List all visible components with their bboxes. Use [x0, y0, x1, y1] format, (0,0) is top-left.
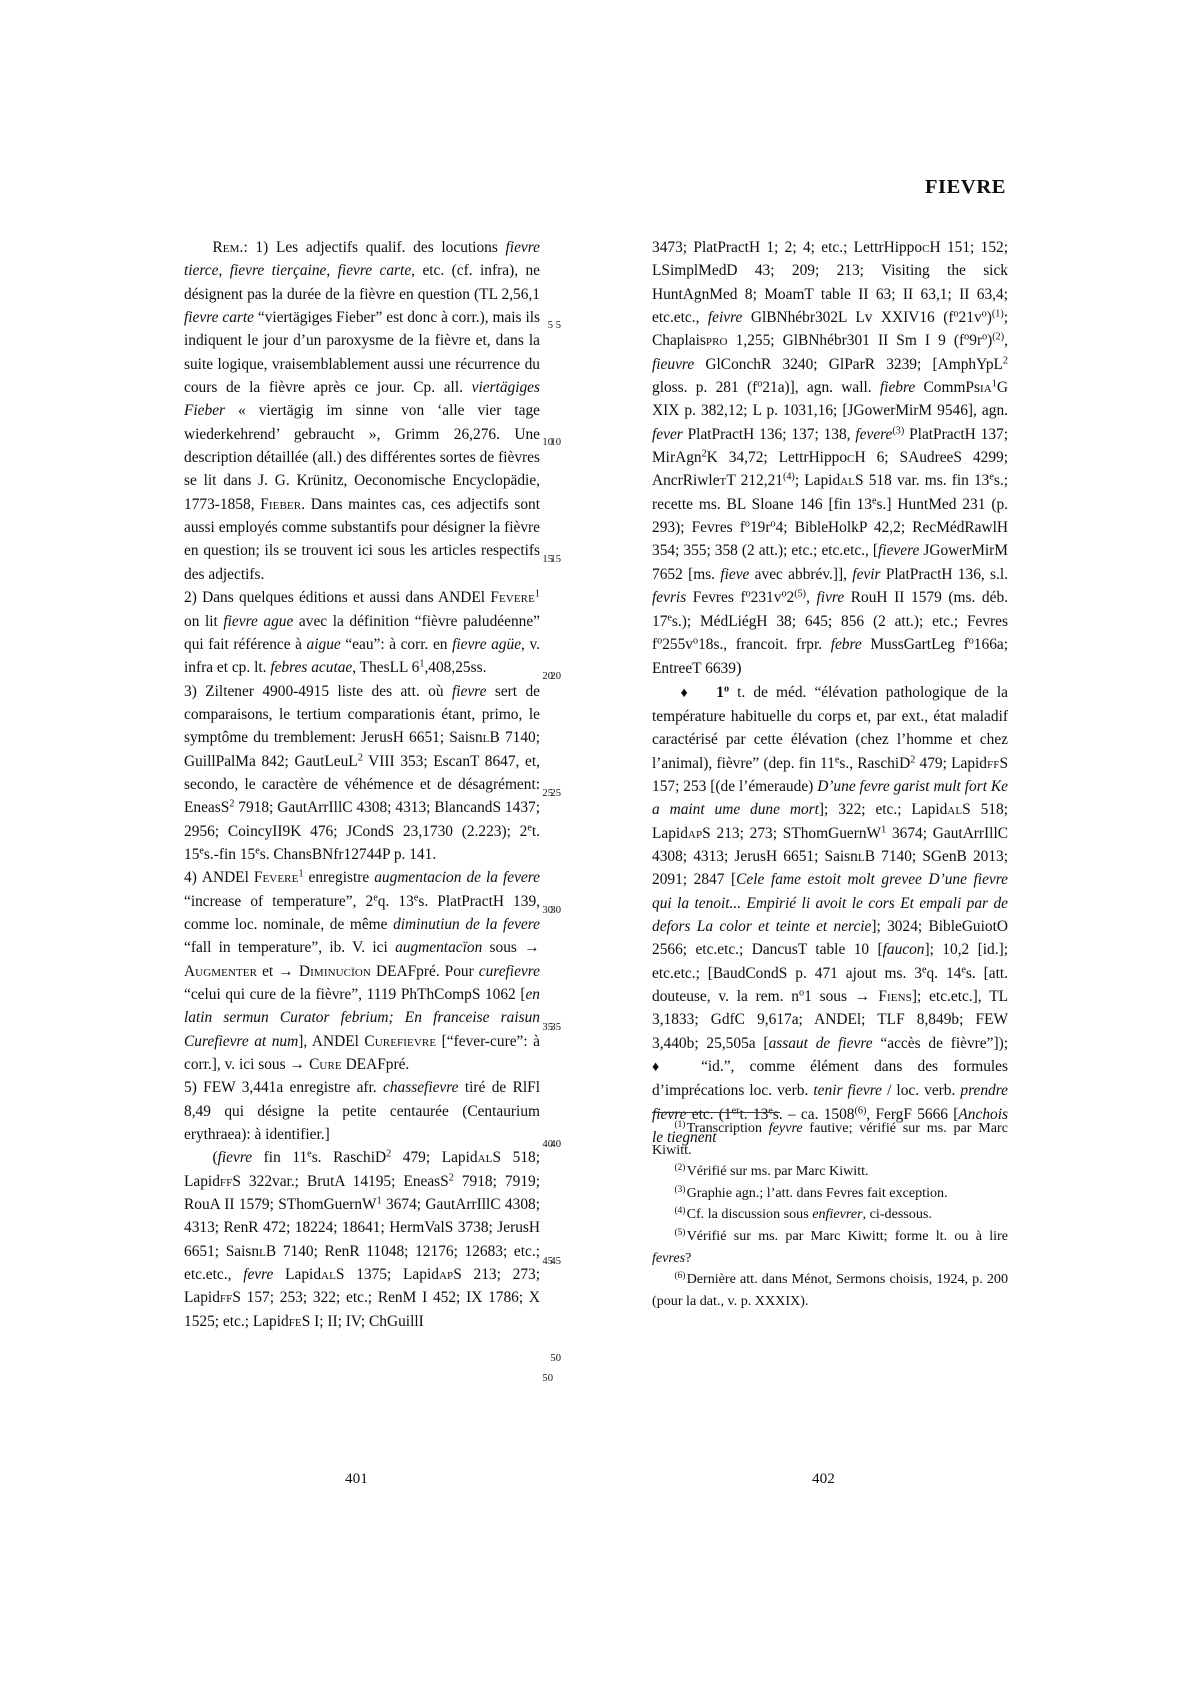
line-number: 25 [542, 788, 553, 799]
line-number: 15 [542, 554, 553, 565]
line-number: 45 [550, 1256, 561, 1267]
line-number: 25 [550, 788, 561, 799]
paragraph-rem-5: 5) FEW 3,441a enregistre afr. chassefievre tiré de RlFl 8,49 qui désigne la petite centaurée (Centaurium erythraea): à identifier.] [184, 1079, 540, 1144]
line-number: 15 [550, 554, 561, 565]
line-number: 30 [550, 905, 561, 916]
column-right [652, 236, 1008, 1149]
line-number: 50 [550, 1353, 561, 1364]
line-number: 5 [555, 320, 561, 331]
column-left [184, 236, 540, 1333]
line-number: 30 [542, 905, 553, 916]
footnote-4: $^{(4)}$ Cf. la discussion sous enfievrer, ci-dessous. [674, 1206, 932, 1223]
folio-left: 401 [345, 1470, 368, 1487]
line-number: 20 [550, 671, 561, 682]
paragraph-rem-4: 4) ANDEl Fevere$^1$ enregistre augmentacion de la fevere “increase of temperature”, 2eq. 13es. PlatPractH 139, comme loc. nominale, de même diminutiun de la fevere “fall in temperature”, ib. V. ici augmentacïon sous → Augmenter et → Diminucïon DEAFpré. Pour curefievre “celui qui cure de la fièvre”, 1119 PhThCompS 1062 [en latin sermun Curator febrium; En franceise raisun Curefievre at num], ANDEl Curefievre [“fever-cure”: à corr.], v. ici sous → Cure DEAFpré. [184, 869, 540, 1074]
line-number: 50 [542, 1373, 553, 1384]
line-number: 20 [542, 671, 553, 682]
footnote-2: $^{(2)}$ Vérifié sur ms. par Marc Kiwitt. [674, 1163, 869, 1180]
paragraph-rem-1: Rem.: 1) Les adjectifs qualif. des locutions fievre tierce, fievre tierçaine, fievre carte, etc. (cf. infra), ne désignent pas la durée de la fièvre en question (TL 2,56,1 fievre carte “viertägiges Fieber” est donc à corr.), mais ils indiquent le jour d’un paroxysme de la fièvre et, dans la suite logique, vraisemblablement aussi une récurrence du cours de la fièvre après ce jour. Cp. all. viertägiges Fieber « viertägig im sinne von ‘alle vier tage wiederkehrend’ gebraucht », Grimm 26,276. Une description détaillée (all.) des différentes sortes de fièvres se lit dans J. G. Krünitz, Oeconomische Encyclopädie, 1773-1858, Fieber. Dans maintes cas, ces adjectifs sont aussi employés comme substantifs pour désigner la fièvre en question; ils se trouvent ici sous les articles respectifs des adjectifs. [184, 239, 541, 583]
footnote-6: $^{(6)}$ Dernière att. dans Ménot, Sermons choisis, 1924, p. 200 (pour la dat., v. p. XXXIX). [652, 1271, 1008, 1309]
footnote-block [652, 1118, 1008, 1312]
paragraph-rem-2: 2) Dans quelques éditions et aussi dans ANDEl Fevere$^1$ on lit fievre ague avec la définition “fièvre paludéenne” qui fait référence à aigue “eau”: à corr. en fievre agüe, v. infra et cp. lt. febres acutae, ThesLL $6^1,408,25ss$. [184, 588, 540, 677]
line-number: 40 [542, 1139, 553, 1150]
footnote-3: $^{(3)}$ Graphie agn.; l’att. dans Fevres fait exception. [674, 1184, 948, 1201]
lozenge-bullet-icon-2: ♦ [652, 1059, 671, 1076]
paragraph-sense-1: ♦ 1$^o$ t. de méd. “élévation pathologique de la température habituelle du corps et, par ext., état maladif caractérisé par cette élévation (chez l’homme et chez l’animal), fièvre” (dep. fin 11es., RaschiD$^2$ 479; LapidffS 157; 253 [(de l’émeraude) D’une fevre garist mult fort Ke a maint ume dune mort]; 322; etc.; LapidalS 518; LapidapS 213; 273; SThomGuernW$^1$ 3674; GautArrIllC 4308; 4313; JerusH 6651; SaisnlB 7140; SGenB 2013; 2091; 2847 [Cele fame estoit molt grevee D’une fievre qui la tenoit... Empirié li avoit le cors Et empali par de defors La color et teinte et nercie]; 3024; BibleGuiotO 2566; etc.etc.; DancusT table 10 [faucon]; 10,2 [id.]; etc.etc.; [BaudCondS p. 471 ajout ms. 3eq. 14es. [att. douteuse, v. la rem. $n^o1$ sous → Fiens]; etc.etc.], TL 3,1833; GdfC 9,617a; ANDEl; TLF 8,849b; FEW 3,440b; 25,505a [assaut de fievre “accès de fièvre”]); ♦ “id.”, comme élément dans des formules d’imprécations loc. verb. tenir fievre / loc. verb. prendre fievre etc. (1ert. 13es. – ca. 1508$^{(6)}$, FergF 5666 [Anchois le tiegnent [652, 683, 1009, 1147]
line-number: 45 [542, 1256, 553, 1267]
paragraph-rem-3: 3) Ziltener 4900-4915 liste des att. où fievre sert de comparaisons, le tertium comparationis étant, primo, le symptôme du tremblement: JerusH 6651; SaisnlB 7140; GuillPalMa 842; GautLeuL$^2$ VIII 353; EscanT 8647, et, secondo, le caractère de véhémence et de désagrément: EneasS$^2$ 7918; GautArrIllC 4308; 4313; BlancandS 1437; 2956; CoincyII9K 476; JCondS 23,1730 (2.223); 2et. 15es.-fin 15es. ChansBNfr12744P p. 141. [184, 682, 541, 863]
footnote-1: $^{(1)}$ Transcription feyvre fautive; vérifié sur ms. par Marc Kiwitt. [652, 1120, 1008, 1158]
lozenge-bullet-icon: ♦ [680, 684, 692, 701]
line-number: 40 [550, 1139, 561, 1150]
footnote-5: $^{(5)}$ Vérifié sur ms. par Marc Kiwitt; forme lt. ou à lire fevres? [652, 1227, 1008, 1266]
line-number: 10 [550, 437, 561, 448]
folio-right: 402 [812, 1470, 835, 1487]
running-head: FIEVRE [924, 176, 1006, 198]
line-number: 35 [542, 1022, 553, 1033]
line-number: 5 [547, 320, 553, 331]
paragraph-attestations-open: (fievre fin 11es. RaschiD$^2$ 479; LapidalS 518; LapidffS 322var.; BrutA 14195; EneasS$^2$ 7918; 7919; RouA II 1579; SThomGuernW$^1$ 3674; GautArrIllC 4308; 4313; RenR 472; 18224; 18641; HermValS 3738; JerusH 6651; SaisnlB 7140; RenR 11048; 12176; 12683; etc.; etc.etc., fevre LapidalS 1375; LapidapS 213; 273; LapidffS 157; 253; 322; etc.; RenM I 452; IX 1786; X 1525; etc.; LapidfeS I; II; IV; ChGuillI [184, 1149, 540, 1330]
footnote-separator-rule [652, 1112, 780, 1113]
paragraph-attestations-cont: 3473; PlatPractH 1; 2; 4; etc.; LettrHippocH 151; 152; LSimplMedD 43; 209; 213; Visiting the sick HuntAgnMed 8; MoamT table II 63; II 63,1; II 63,4; etc.etc., feivre GlBNhébr302L Lv XXIV16 $(f^o21v^o)^{(1)}$; Chaplaispro 1,255; GlBNhébr301 II Sm I 9 $(f^o9r^o)^{(2)}$, fieuvre GlConchR 3240; GlParR 3239; [AmphYpL$^2$ gloss. p. 281 $(f^o21a)$], agn. wall. fiebre CommPsia$^1$G XIX p. 382,12; L p. 1031,16; [JGowerMirM 9546], agn. fever PlatPractH 136; 137; 138, fevere$^{(3)}$ PlatPractH 137; MirAgn$^2$K 34,72; LettrHippocH 6; SAudreeS 4299; AncrRiwletT 212,21$^{(4)}$; LapidalS 518 var. ms. fin 13es.; recette ms. BL Sloane 146 [fin 13es.] HuntMed 231 (p. 293); Fevres $f^o19r^o4$; BibleHolkP 42,2; RecMédRawlH 354; 355; 358 (2 att.); etc.; etc.etc., [fievere JGowerMirM 7652 [ms. fieve avec abbrév.]], fevir PlatPractH 136, s.l. fevris Fevres $f^o231v^o2^{(5)}$, fivre RouH II 1579 (ms. déb. 17es.); MédLiégH 38; 645; 856 (2 att.); etc.; Fevres $f^o255v^o18s$., francoit. frpr. febre MussGartLeg $f^o166a$; EntreeT 6639) [652, 239, 1009, 678]
line-number: 35 [550, 1022, 561, 1033]
line-number: 10 [542, 437, 553, 448]
